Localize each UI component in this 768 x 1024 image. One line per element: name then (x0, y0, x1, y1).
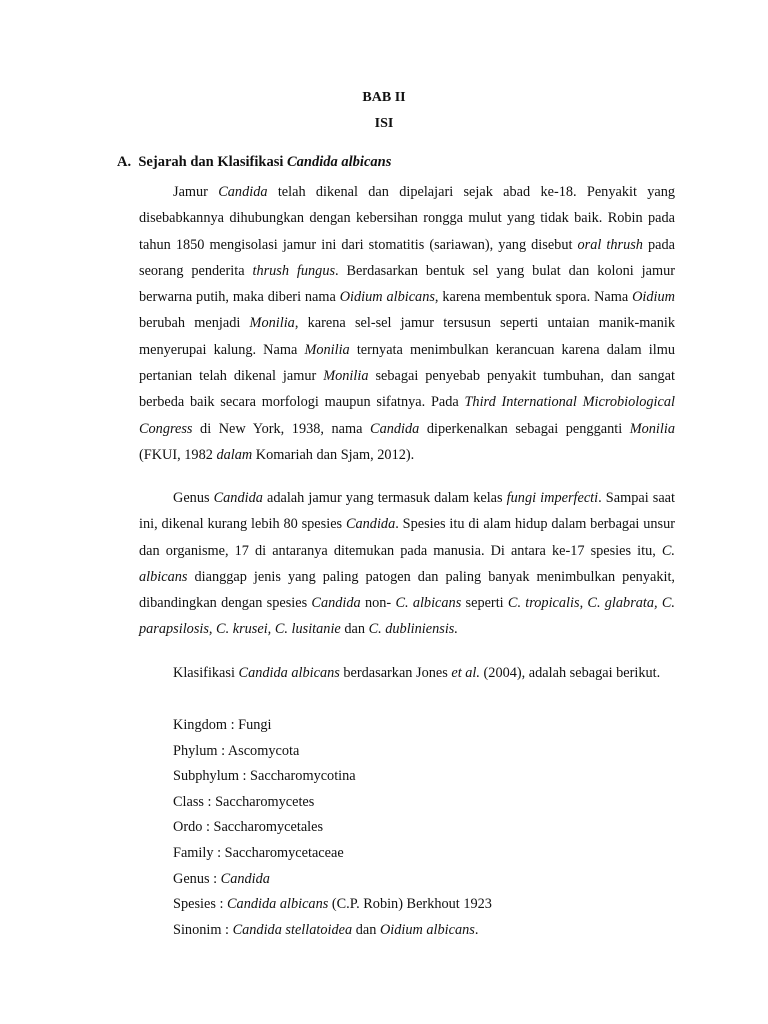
text-run: . Spesies itu di alam hidup dalam berbagai unsur dan organisme, 17 di antaranya ditemukan pada manusia. Di antara ke-17 spesies itu, (139, 516, 676, 559)
text-run: Ordo : Saccharomycetales (173, 819, 324, 836)
italic-text: Candida albicans (227, 896, 329, 913)
text-run: Sinonim : (173, 921, 233, 938)
section-letter: A. (117, 154, 132, 170)
italic-text: Third International Microbiological Congress (139, 394, 675, 437)
taxonomy-row (173, 713, 492, 739)
italic-text: C. albicans (139, 542, 675, 585)
italic-text: fungi imperfecti (506, 490, 599, 506)
taxonomy-row (173, 892, 492, 918)
chapter-subtitle: ISI (374, 116, 394, 131)
paragraph-genus (139, 485, 675, 643)
text-run: sebagai penyebab penyakit tumbuhan, dan sangat berbeda baik secara morfologi maupun sifatnya. Pada (139, 368, 676, 411)
italic-text: Monilia (323, 368, 369, 385)
italic-text: thrush fungus (252, 262, 336, 279)
taxonomy-row (173, 815, 492, 841)
text-run: Spesies : (173, 896, 228, 913)
italic-text: dalam (216, 446, 253, 463)
text-run: non- (360, 595, 396, 612)
text-run: , karena sel-sel jamur tersusun seperti untaian manik-manik menyerupai kalung. Nama (139, 315, 675, 358)
text-run: Genus (173, 490, 214, 506)
italic-text: Candida (213, 490, 263, 506)
italic-text: Monilia (629, 420, 675, 437)
text-run: Kingdom : Fungi (173, 717, 272, 733)
text-run: adalah jamur yang termasuk dalam kelas (262, 490, 507, 506)
text-run: dan (340, 621, 369, 638)
text-run: pada seorang penderita (139, 236, 675, 279)
italic-text: Candida stellatoidea (232, 921, 353, 938)
text-run: Jamur (173, 184, 219, 200)
text-run: Komariah dan Sjam, 2012). (252, 446, 415, 463)
chapter-title: BAB II (362, 90, 406, 105)
text-run: (2004), adalah sebagai berikut. (479, 665, 661, 681)
italic-text: et al. (451, 665, 480, 681)
text-run: Class : Saccharomycetes (173, 793, 315, 810)
text-run: dan (352, 921, 380, 938)
paragraph-history (139, 179, 675, 468)
text-run: berubah menjadi (139, 315, 250, 332)
italic-text: Candida (345, 516, 396, 533)
taxonomy-row (173, 918, 492, 944)
text-run: . Sampai saat ini, dikenal kurang lebih 80 spesies (139, 490, 675, 533)
italic-text: Oidium albicans (379, 921, 475, 938)
text-run: telah dikenal dan dipelajari sejak abad ke-18. Penyakit yang disebabkannya dihubungkan dengan kebersihan rongga mulut yang tidak baik. Robin pada tahun 1850 mengisolasi jamur ini dari stomatitis (sariawan), yang disebut (139, 184, 675, 253)
taxonomy-row (173, 841, 492, 867)
italic-text: C. albicans (395, 595, 462, 612)
italic-text: Candida (218, 184, 268, 200)
text-run: di New York, 1938, nama (192, 420, 371, 437)
section-title: Sejarah dan Klasifikasi (138, 154, 288, 170)
italic-text: Oidium albicans (339, 289, 435, 306)
paragraph-classification (139, 660, 675, 686)
italic-text: Candida (370, 420, 420, 437)
text-run: Klasifikasi (173, 665, 239, 681)
italic-text: C. tropicalis (507, 595, 580, 612)
italic-text: C. glabrata, C. parapsilosis, C. krusei, C. lusitanie (139, 595, 675, 638)
text-run: , karena membentuk spora. Nama (434, 289, 633, 306)
text-run: seperti (461, 595, 508, 612)
italic-text: Candida (311, 595, 361, 612)
taxonomy-row (173, 790, 492, 816)
italic-text: Candida albicans (238, 665, 340, 681)
text-run: (C.P. Robin) Berkhout 1923 (328, 896, 492, 913)
text-run: ternyata menimbulkan kerancuan karena dalam ilmu pertanian telah dikenal jamur (139, 341, 675, 385)
text-run: (FKUI, 1982 (139, 446, 217, 463)
text-run: . Berdasarkan bentuk sel yang bulat dan koloni jamur berwarna putih, maka diberi nama (139, 262, 675, 306)
italic-text: Candida (220, 870, 270, 887)
text-run: dianggap jenis yang paling patogen dan paling banyak menimbulkan penyakit, dibandingkan dengan spesies (139, 568, 675, 612)
italic-text: Oidium (632, 289, 675, 306)
italic-text: oral thrush (577, 236, 643, 253)
section-heading (117, 154, 391, 171)
taxonomy-list (173, 713, 492, 943)
italic-text: C. dubliniensis. (368, 621, 458, 638)
taxonomy-row (173, 867, 492, 893)
italic-text: Monilia (249, 315, 295, 332)
text-run: berdasarkan Jones (339, 665, 452, 681)
text-run: . (474, 921, 479, 938)
text-run: Phylum : Ascomycota (173, 742, 300, 759)
taxonomy-row (173, 739, 492, 765)
text-run: Subphylum : Saccharomycotina (173, 768, 356, 785)
text-run: Family : Saccharomycetaceae (173, 844, 344, 861)
section-title-italic: Candida albicans (287, 154, 392, 170)
text-run: , (579, 595, 588, 612)
text-run: diperkenalkan sebagai pengganti (419, 420, 630, 437)
text-run: Genus : (173, 870, 221, 887)
italic-text: Monilia (304, 341, 350, 358)
taxonomy-row (173, 764, 492, 790)
